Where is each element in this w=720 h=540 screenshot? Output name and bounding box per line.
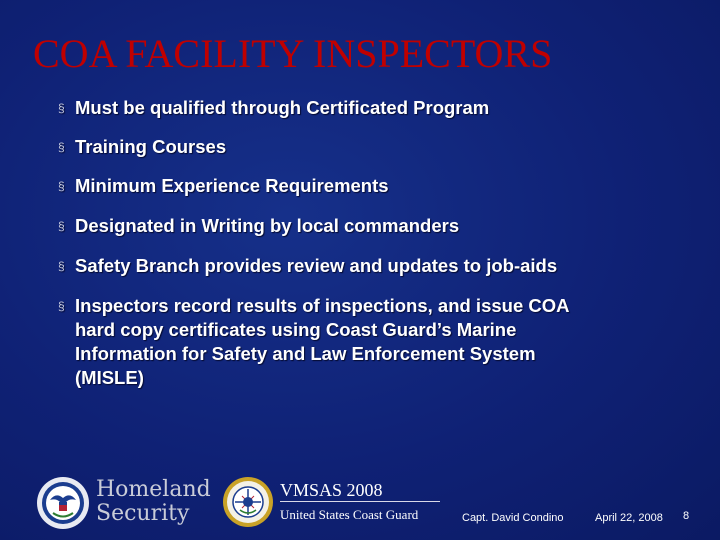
bullet-item: [58, 96, 698, 120]
presentation-date: April 22, 2008: [595, 512, 663, 524]
bullet-item: [58, 214, 698, 238]
dhs-wordmark: [96, 478, 211, 526]
presenter-name: Capt. David Condino: [462, 512, 564, 524]
bullet-text: Designated in Writing by local commanders: [75, 215, 460, 236]
dhs-line1: Homeland: [96, 477, 211, 502]
bullet-mark: §: [58, 140, 65, 154]
bullet-text-line: Information for Safety and Law Enforcement System: [75, 343, 536, 364]
bullet-text-line: hard copy certificates using Coast Guard’s Marine: [75, 319, 517, 340]
bullet-mark: §: [58, 101, 65, 115]
bullet-item: [58, 174, 698, 198]
dhs-seal-icon: [36, 476, 90, 530]
dhs-line2: Security: [96, 501, 190, 526]
bullet-item: [58, 254, 698, 278]
bullet-mark: §: [58, 259, 65, 273]
slide-title: COA FACILITY INSPECTORS: [33, 31, 553, 76]
bullet-mark: §: [58, 219, 65, 233]
event-name: VMSAS 2008: [280, 480, 383, 500]
organization-name: United States Coast Guard: [280, 507, 419, 522]
bullet-text: Training Courses: [75, 136, 227, 157]
bullet-list: [58, 96, 698, 390]
bullet-text: Must be qualified through Certificated Program: [75, 97, 490, 118]
slide-footer: [0, 470, 720, 540]
bullet-text: Minimum Experience Requirements: [75, 175, 389, 196]
bullet-text: Safety Branch provides review and updates to job-aids: [75, 255, 558, 276]
bullet-mark: §: [58, 299, 65, 313]
bullet-text-line: Inspectors record results of inspections, and issue COA: [75, 295, 570, 316]
coast-guard-seal-icon: [222, 476, 274, 528]
bullet-item: [58, 294, 698, 390]
footer-divider: [280, 501, 440, 502]
slide-number: 8: [683, 510, 690, 522]
bullet-item: [58, 135, 698, 159]
bullet-mark: §: [58, 179, 65, 193]
bullet-text-line: (MISLE): [75, 367, 144, 388]
